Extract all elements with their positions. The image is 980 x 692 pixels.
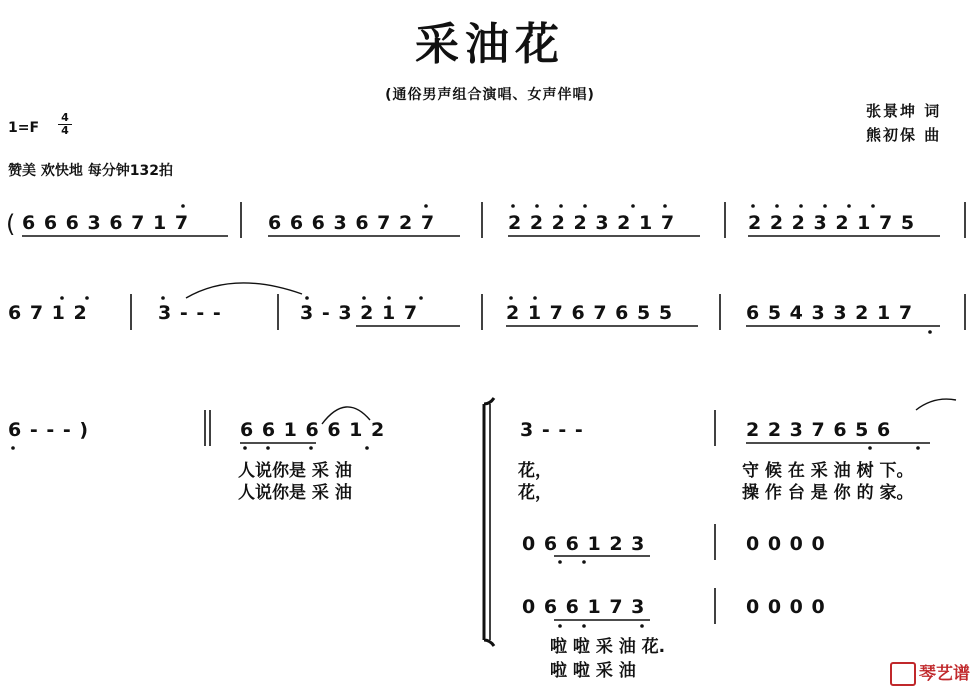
lyric-verse1-part2: 花，: [518, 461, 552, 481]
chorus-lower-measure2: 0 0 0 0: [746, 596, 826, 618]
row2-measure3: 3 - 3 2 1 7: [300, 302, 419, 324]
octave-dot: [868, 446, 872, 450]
octave-dot: [558, 624, 562, 628]
octave-dot: [533, 296, 537, 300]
row2-measure4: 2 1 7 6 7 6 5 5: [506, 302, 674, 324]
octave-dot: [823, 204, 827, 208]
key-signature: 1=F: [8, 120, 40, 136]
chorus-upper-measure1: 0 6 6 1 2 3: [522, 533, 646, 555]
lyric-verse2-part1: 人说你是 采 油: [238, 483, 352, 503]
octave-dot: [362, 296, 366, 300]
octave-dot: [928, 330, 932, 334]
octave-dot: [535, 204, 539, 208]
lyricist-credit: 张景坤 词: [866, 102, 942, 120]
chorus-lower-measure1: 0 6 6 1 7 3: [522, 596, 646, 618]
lyric-verse1-part1: 人说你是 采 油: [238, 461, 352, 481]
logo-icon: [890, 662, 916, 686]
song-title: 采油花: [415, 19, 565, 70]
row1-measure3: 2 2 2 2 3 2 1 7: [508, 212, 676, 234]
octave-dot: [509, 296, 513, 300]
octave-dot: [387, 296, 391, 300]
row2-measure2: 3 - - -: [158, 302, 222, 324]
octave-dot: [847, 204, 851, 208]
row1-measure2: 6 6 6 3 6 7 2 7: [268, 212, 436, 234]
row3-measure1: 6 - - - ): [8, 419, 90, 441]
row1-measure1: 6 6 6 3 6 7 1 7: [22, 212, 190, 234]
chorus-lyric-line2: 啦 啦 采 油: [550, 661, 636, 681]
tie-slur: [186, 283, 302, 298]
octave-dot: [799, 204, 803, 208]
octave-dot: [640, 624, 644, 628]
composer-credit: 熊初保 曲: [866, 126, 942, 144]
octave-dot: [916, 446, 920, 450]
octave-dot: [419, 296, 423, 300]
tie-slur: [322, 407, 370, 424]
octave-dot: [775, 204, 779, 208]
lyric-verse2-part2: 花，: [518, 483, 552, 503]
row2-measure5: 6 5 4 3 3 2 1 7: [746, 302, 914, 324]
lyric-verse1-part3: 守 候 在 采 油 树 下。: [742, 461, 914, 481]
row3-measure2: 6 6 1 6 6 1 2: [240, 419, 386, 441]
time-signature-top: 4: [61, 111, 69, 124]
chorus-lyric-line1: 啦 啦 采 油 花.: [550, 637, 666, 657]
song-subtitle: (通俗男声组合演唱、女声伴唱): [385, 87, 595, 103]
watermark-logo: [890, 659, 970, 686]
watermark-text: 琴艺谱: [919, 664, 970, 684]
octave-dot: [181, 204, 185, 208]
chorus-upper-measure2: 0 0 0 0: [746, 533, 826, 555]
octave-dot: [424, 204, 428, 208]
octave-dot: [582, 624, 586, 628]
row2-measure1: 6 7 1 2: [8, 302, 88, 324]
tie-slur: [916, 399, 956, 410]
octave-dot: [243, 446, 247, 450]
octave-dot: [266, 446, 270, 450]
octave-dot: [309, 446, 313, 450]
row3-measure3: 3 - - -: [520, 419, 584, 441]
row3-measure4: 2 2 3 7 6 5 6: [746, 419, 892, 441]
octave-dot: [161, 296, 165, 300]
intro-open-paren: (: [6, 210, 17, 238]
octave-dot: [365, 446, 369, 450]
octave-dot: [582, 560, 586, 564]
octave-dot: [305, 296, 309, 300]
underlines: [22, 236, 940, 620]
lyric-verse2-part3: 操 作 台 是 你 的 家。: [742, 483, 914, 503]
row1-measure4: 2 2 2 3 2 1 7 5: [748, 212, 916, 234]
system-bracket: [484, 398, 494, 646]
octave-dot: [558, 560, 562, 564]
octave-dot: [11, 446, 15, 450]
octave-dot: [511, 204, 515, 208]
octave-dot: [751, 204, 755, 208]
barlines: [131, 202, 965, 624]
octave-dot: [559, 204, 563, 208]
octave-dot: [85, 296, 89, 300]
octave-dot: [631, 204, 635, 208]
octave-dot: [583, 204, 587, 208]
octave-dot: [871, 204, 875, 208]
time-signature-bottom: 4: [61, 124, 69, 137]
tempo-marking: 赞美 欢快地 每分钟132拍: [8, 163, 173, 179]
octave-dot: [60, 296, 64, 300]
octave-dots: [11, 204, 932, 628]
slurs: [186, 283, 956, 424]
octave-dot: [663, 204, 667, 208]
